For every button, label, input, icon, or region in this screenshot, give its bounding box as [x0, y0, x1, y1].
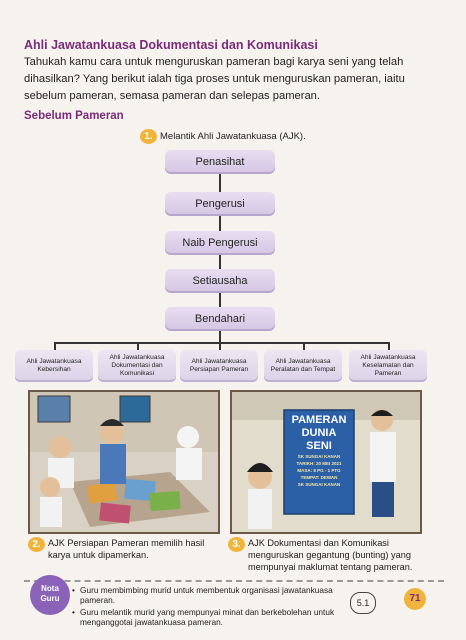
note-item-1: • Guru membimbing murid untuk membentuk organisasi jawatankuasa pameran. — [72, 585, 333, 605]
connector — [219, 255, 221, 269]
connector — [219, 174, 221, 192]
illustration-selecting-artwork — [28, 390, 220, 534]
connector — [388, 342, 390, 350]
intro-paragraph: Tahukah kamu cara untuk menguruskan pameran bagi karya seni yang telah dihasilkan? Yang berikut ialah tiga proses untuk menguruskan pameran, iaitu sebelum pameran, semasa pameran dan selepas pameran. — [24, 56, 405, 102]
org-setiausaha: Setiausaha — [165, 269, 275, 293]
page-number: 71 — [404, 588, 426, 610]
committee-keselamatan: Ahli Jawatankuasa Keselamatan dan Pameran — [349, 350, 427, 382]
illustration-hanging-bunting — [230, 390, 422, 534]
standard-code: 5.1 — [350, 592, 376, 614]
step-1-text: Melantik Ahli Jawatankuasa (AJK). — [160, 131, 306, 142]
classroom-illustration — [30, 392, 218, 532]
org-bendahari: Bendahari — [165, 307, 275, 331]
committee-branch-line — [54, 342, 389, 344]
step-2-badge: 2. — [28, 537, 45, 552]
committee-persiapan: Ahli Jawatankuasa Persiapan Pameran — [180, 350, 258, 382]
connector — [303, 342, 305, 350]
section-heading: Ahli Jawatankuasa Dokumentasi dan Komunikasi — [24, 38, 318, 52]
org-pengerusi: Pengerusi — [165, 192, 275, 216]
bunting-text: PAMERAN DUNIA SENI SK SUNGAI KANAN TARIKH: 20 MEI 2021 MASA: 8 PG - 1 PTG TEMPAT: DEWAN SK SUNGAI KANAN — [291, 414, 347, 487]
connector — [219, 293, 221, 307]
subheading: Sebelum Pameran — [24, 110, 124, 122]
step-1-badge: 1. — [140, 129, 157, 144]
connector — [54, 342, 56, 350]
committee-peralatan: Ahli Jawatankuasa Peralatan dan Tempat — [264, 350, 342, 382]
org-naib-pengerusi: Naib Pengerusi — [165, 231, 275, 255]
nota-guru-badge: Nota Guru — [30, 575, 70, 615]
step-3-caption: AJK Dokumentasi dan Komunikasi menguruskan gegantung (bunting) yang mempunyai maklumat tentang pameran. — [248, 538, 413, 572]
connector — [219, 342, 221, 350]
step-2-caption: AJK Persiapan Pameran memilih hasil karya untuk dipamerkan. — [48, 538, 205, 560]
note-item-2: • Guru melantik murid yang mempunyai minat dan berkebolehan untuk menganggotai jawatankuasa pameran. — [72, 607, 335, 627]
committee-dokumentasi: Ahli Jawatankuasa Dokumentasi dan Komunikasi — [98, 350, 176, 382]
connector — [137, 342, 139, 350]
org-penasihat: Penasihat — [165, 150, 275, 174]
connector — [219, 331, 221, 342]
connector — [219, 216, 221, 231]
step-3-badge: 3. — [228, 537, 245, 552]
committee-kebersihan: Ahli Jawatankuasa Kebersihan — [15, 350, 93, 382]
